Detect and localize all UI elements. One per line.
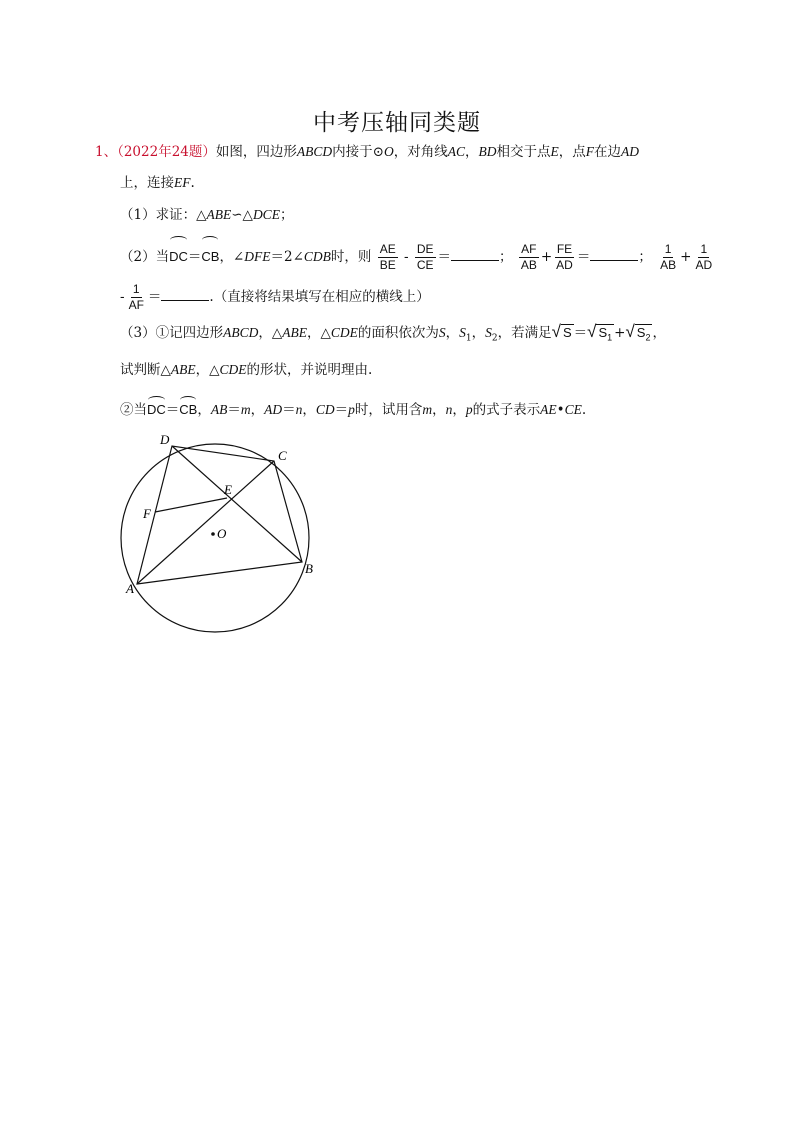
label-e: E xyxy=(224,482,232,497)
label-o: O xyxy=(217,526,227,541)
page-title: 中考压轴同类题 xyxy=(313,110,481,136)
answer-blank-3[interactable] xyxy=(161,286,209,301)
part-3: （3）①记四边形ABCD，△ABE，△CDE的面积依次为S，$S_1$，$S_2$，若满足√ S ＝√ $S_1$ +√ $S_2$ ， xyxy=(120,322,666,344)
problem-source: （2022年24题） xyxy=(117,144,216,160)
label-a: A xyxy=(126,581,134,596)
geometry-figure xyxy=(112,430,332,644)
part-2: （2）当DC＝CB，∠DFE＝2∠CDB时，则 $\frac{AE}{BE}$ - $\frac{DE}{CE}$ ＝ ； $\frac{AF}{AB}$ + $\frac{FE}{AD}$ ＝ ； $\frac{1}{AB}$ + $\frac{1}{AD}$ xyxy=(120,236,716,274)
part-3-line-2: 试判断△ABE，△CDE的形状，并说明理由. xyxy=(120,362,373,378)
answer-blank-1[interactable] xyxy=(451,246,499,261)
center-point-o xyxy=(211,532,215,536)
diagonal-ac xyxy=(137,461,274,584)
label-f: F xyxy=(143,506,151,521)
label-c: C xyxy=(278,448,287,463)
label-d: D xyxy=(160,432,170,447)
part-1: （1）求证：△ABE∽△DCE； xyxy=(120,207,294,223)
part-3-sub-2: ②当DC＝CB，AB＝m，AD＝n，CD＝p时，试用含m，n，p的式子表示AE•CE. xyxy=(120,396,586,420)
answer-blank-2[interactable] xyxy=(590,246,638,261)
part-2-cont: - $\frac{1}{AF}$ ＝ .（直接将结果填写在相应的横线上） xyxy=(120,282,430,312)
problem-line-2: 上，连接EF. xyxy=(120,175,195,191)
problem-line-1: 1、（2022年24题）如图，四边形ABCD内接于⊙O，对角线AC，BD相交于点E，点F在边AD xyxy=(95,144,639,160)
segment-ef xyxy=(155,498,227,512)
label-b: B xyxy=(305,561,313,576)
diagonal-bd xyxy=(172,446,302,562)
problem-number: 1、 xyxy=(95,144,118,160)
quadrilateral-abcd xyxy=(137,446,302,584)
